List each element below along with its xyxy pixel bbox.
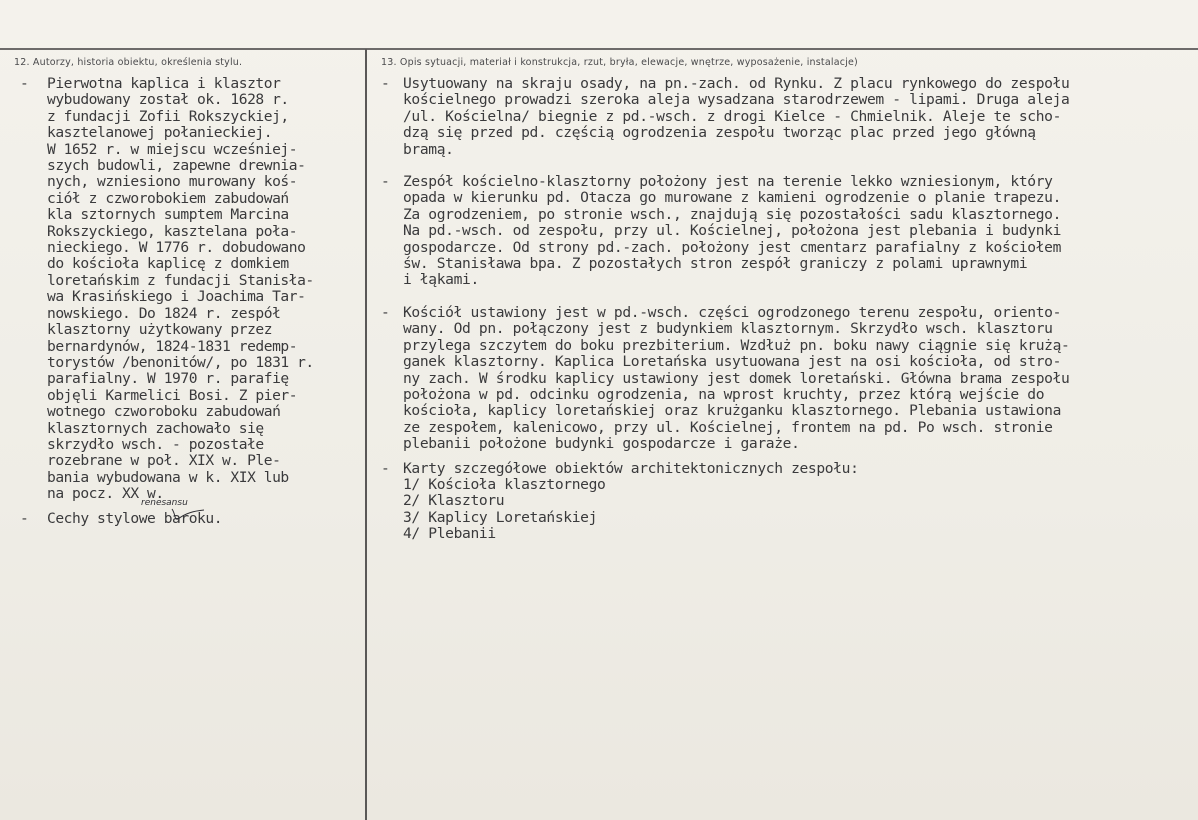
text-line: /ul. Kościelna/ biegnie z pd.-wsch. z drogi Kielce - Chmielnik. Aleje te scho- — [403, 107, 1062, 125]
text-line: klasztornych zachowało się — [47, 419, 264, 437]
text-line: na pocz. XX w. — [47, 485, 164, 503]
text-line: Za ogrodzeniem, po stronie wsch., znajdują się pozostałości sadu klasztornego. — [403, 205, 1062, 223]
text-line: plebanii położone budynki gospodarcze i garaże. — [403, 435, 800, 453]
column-divider — [365, 49, 367, 820]
text-line: położona w pd. odcinku ogrodzenia, na wprost kruchty, przez którą wejście do — [403, 385, 1045, 403]
description-column — [381, 76, 1186, 543]
text-line: Karty szczegółowe obiektów architektonicznych zespołu: — [403, 459, 859, 477]
text-line: Kościół ustawiony jest w pd.-wsch. części ogrodzonego terenu zespołu, oriento- — [403, 303, 1062, 321]
text-line: loretańskim z fundacji Stanisła- — [47, 271, 314, 289]
card-item: 2/ Klasztoru — [403, 492, 505, 510]
text-line: nowskiego. Do 1824 r. zespół — [47, 304, 281, 322]
text-line: objęli Karmelici Bosi. Z pier- — [47, 386, 298, 404]
text-line: Rokszyckiego, kasztelana poła- — [47, 222, 298, 240]
section-12-header: 12. Autorzy, historia obiektu, określenia stylu. — [14, 57, 243, 68]
text-line: ny zach. W środku kaplicy ustawiony jest domek loretański. Główna brama zespołu — [403, 369, 1070, 387]
text-line: wa Krasińskiego i Joachima Tar- — [47, 288, 306, 306]
card-item: 1/ Kościoła klasztornego — [403, 475, 606, 493]
text-line: bernardynów, 1824-1831 redemp- — [47, 337, 298, 355]
text-line: przylega szczytem do boku prezbiterium. Wzdłuż pn. boku nawy ciągnie się krużą- — [403, 336, 1070, 354]
text-line: św. Stanisława bpa. Z pozostałych stron zespół graniczy z polami uprawnymi — [403, 255, 1028, 273]
text-line: opada w kierunku pd. Otacza go murowane z kamieni ogrodzenie o planie trapezu. — [403, 189, 1062, 207]
text-line: W 1652 r. w miejscu wcześniej- — [47, 140, 298, 158]
text-line: ciół z czworobokiem zabudowań — [47, 189, 289, 207]
section-13-header: 13. Opis sytuacji, materiał i konstrukcja, rzut, bryła, elewacje, wnętrze, wyposażenie, instalacje) — [381, 57, 858, 68]
text-line: kasztelanowej połanieckiej. — [47, 124, 273, 142]
text-line: z fundacji Zofii Rokszyckiej, — [47, 107, 289, 125]
text-line: Pierwotna kaplica i klasztor — [47, 75, 281, 92]
text-line: dzą się przed pd. częścią ogrodzenia zespołu tworząc plac przed jego główną — [403, 124, 1036, 142]
bullet-dash: - — [381, 75, 390, 92]
text-line: i łąkami. — [403, 271, 479, 289]
text-line: bania wybudowana w k. XIX lub — [47, 468, 289, 486]
bullet-dash: - — [381, 459, 390, 477]
text-line: bramą. — [403, 140, 454, 158]
text-line: torystów /benonitów/, po 1831 r. — [47, 353, 314, 371]
text-line: kościelnego prowadzi szeroka aleja wysadzana starodrzewem - lipami. Druga aleja — [403, 91, 1070, 109]
history-column — [20, 76, 360, 527]
complex-entry — [381, 174, 1186, 289]
text-line: ganek klasztorny. Kaplica Loretańska usytuowana jest na osi kościoła, od stro- — [403, 353, 1062, 371]
text-line: wotnego czworoboku zabudowań — [47, 403, 281, 421]
text-line: ze zespołem, kalenicowo, przy ul. Kościelnej, frontem na pd. Po wsch. stronie — [403, 418, 1053, 436]
situation-entry — [381, 76, 1186, 158]
text-line: klasztorny użytkowany przez — [47, 321, 273, 339]
text-line: wybudowany został ok. 1628 r. — [47, 91, 289, 109]
text-line: kla sztornych sumptem Marcina — [47, 206, 289, 224]
text-line: kościoła, kaplicy loretańskiej oraz krużganku klasztornego. Plebania ustawiona — [403, 402, 1062, 420]
bullet-dash: - — [381, 173, 390, 191]
bullet-dash: - — [20, 509, 29, 527]
text-line: nych, wzniesiono murowany koś- — [47, 173, 298, 191]
history-entry — [20, 76, 360, 503]
text-line: Zespół kościelno-klasztorny położony jest na terenie lekko wzniesionym, który — [403, 173, 1053, 191]
text-line: skrzydło wsch. - pozostałe — [47, 435, 264, 453]
church-entry — [381, 305, 1186, 453]
text-line: do kościoła kaplicę z domkiem — [47, 255, 289, 273]
cards-entry — [381, 461, 1186, 543]
text-line: Na pd.-wsch. od zespołu, przy ul. Kościelnej, położona jest plebania i budynki — [403, 222, 1062, 240]
text-line: wany. Od pn. połączony jest z budynkiem klasztornym. Skrzydło wsch. klasztoru — [403, 320, 1053, 338]
bullet-dash: - — [20, 75, 29, 92]
handwritten-correction-mark — [168, 507, 208, 523]
text-line: rozebrane w poł. XIX w. Ple- — [47, 452, 281, 470]
card-item: 3/ Kaplicy Loretańskiej — [403, 508, 598, 526]
text-line: szych budowli, zapewne drewnia- — [47, 157, 306, 175]
card-item: 4/ Plebanii — [403, 525, 496, 543]
text-line: parafialny. W 1970 r. parafię — [47, 370, 289, 388]
text-line: Usytuowany na skraju osady, na pn.-zach. od Rynku. Z placu rynkowego do zespołu — [403, 75, 1070, 92]
bullet-dash: - — [381, 303, 390, 321]
text-line: Cechy stylowe baroku. — [47, 509, 223, 527]
handwritten-annotation: renesansu — [141, 498, 188, 508]
text-line: nieckiego. W 1776 r. dobudowano — [47, 239, 306, 257]
text-line: gospodarcze. Od strony pd.-zach. położony jest cmentarz parafialny z kościołem — [403, 238, 1062, 256]
header-rule — [0, 48, 1198, 50]
